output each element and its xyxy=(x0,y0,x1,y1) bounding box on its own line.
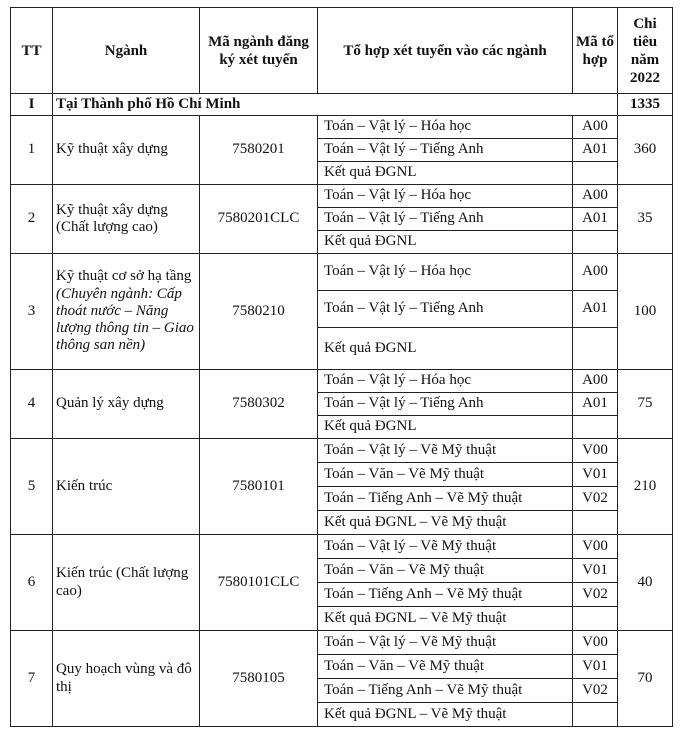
subject-combination: Toán – Tiếng Anh – Vẽ Mỹ thuật xyxy=(318,583,573,607)
program-tt: 2 xyxy=(11,185,53,254)
subject-combination: Kết quả ĐGNL – Vẽ Mỹ thuật xyxy=(318,703,573,727)
program-quota: 40 xyxy=(618,535,673,631)
subject-combination: Toán – Văn – Vẽ Mỹ thuật xyxy=(318,655,573,679)
combination-code: A01 xyxy=(573,208,618,231)
program-name-note: (Chuyên ngành: Cấp thoát nước – Năng lượng thông tin – Giao thông san nền) xyxy=(56,285,194,354)
combination-code: V01 xyxy=(573,559,618,583)
subject-combination: Toán – Vật lý – Vẽ Mỹ thuật xyxy=(318,535,573,559)
header-nganh: Ngành xyxy=(53,8,200,94)
header-ma-to-hop: Mã tổ hợp xyxy=(573,8,618,94)
header-row xyxy=(11,8,673,94)
program-name-cell xyxy=(53,370,200,439)
header-tt: TT xyxy=(11,8,53,94)
program-name-cell xyxy=(53,185,200,254)
subject-combination: Toán – Văn – Vẽ Mỹ thuật xyxy=(318,559,573,583)
program-code: 7580210 xyxy=(200,254,318,370)
table-row xyxy=(11,439,673,463)
combination-code xyxy=(573,607,618,631)
combination-code: V01 xyxy=(573,655,618,679)
program-quota: 360 xyxy=(618,116,673,185)
combination-code: A00 xyxy=(573,254,618,291)
combination-code: V00 xyxy=(573,439,618,463)
combination-code: V02 xyxy=(573,583,618,607)
subject-combination: Toán – Vật lý – Hóa học xyxy=(318,370,573,393)
program-name: Quản lý xây dựng xyxy=(56,395,164,412)
subject-combination: Toán – Tiếng Anh – Vẽ Mỹ thuật xyxy=(318,679,573,703)
subject-combination: Kết quả ĐGNL xyxy=(318,162,573,185)
program-name: Kỹ thuật xây dựng xyxy=(56,141,168,158)
table-row xyxy=(11,631,673,655)
subject-combination: Kết quả ĐGNL xyxy=(318,231,573,254)
program-name-cell xyxy=(53,631,200,727)
combination-code: A00 xyxy=(573,185,618,208)
program-quota: 70 xyxy=(618,631,673,727)
program-code: 7580201CLC xyxy=(200,185,318,254)
program-name: Kỹ thuật xây dựng (Chất lượng cao) xyxy=(56,201,168,235)
table-row xyxy=(11,185,673,208)
program-tt: 5 xyxy=(11,439,53,535)
combination-code: V01 xyxy=(573,463,618,487)
combination-code: V02 xyxy=(573,487,618,511)
subject-combination: Kết quả ĐGNL xyxy=(318,328,573,370)
program-code: 7580101CLC xyxy=(200,535,318,631)
subject-combination: Toán – Vật lý – Vẽ Mỹ thuật xyxy=(318,439,573,463)
table-row xyxy=(11,535,673,559)
subject-combination: Kết quả ĐGNL xyxy=(318,416,573,439)
table-row xyxy=(11,116,673,139)
header-chi-tieu: Chi tiêu năm 2022 xyxy=(618,8,673,94)
subject-combination: Toán – Vật lý – Tiếng Anh xyxy=(318,208,573,231)
program-tt: 1 xyxy=(11,116,53,185)
program-name: Kiến trúc (Chất lượng cao) xyxy=(56,565,189,599)
combination-code: V00 xyxy=(573,631,618,655)
program-quota: 75 xyxy=(618,370,673,439)
subject-combination: Toán – Vật lý – Hóa học xyxy=(318,185,573,208)
subject-combination: Toán – Vật lý – Tiếng Anh xyxy=(318,393,573,416)
table-row xyxy=(11,370,673,393)
header-to-hop: Tổ hợp xét tuyển vào các ngành xyxy=(318,8,573,94)
combination-code: V00 xyxy=(573,535,618,559)
subject-combination: Toán – Văn – Vẽ Mỹ thuật xyxy=(318,463,573,487)
combination-code: A01 xyxy=(573,291,618,328)
program-name: Kiến trúc xyxy=(56,477,113,494)
combination-code xyxy=(573,511,618,535)
section-row xyxy=(11,94,673,116)
program-tt: 4 xyxy=(11,370,53,439)
program-code: 7580105 xyxy=(200,631,318,727)
program-quota: 100 xyxy=(618,254,673,370)
subject-combination: Toán – Vật lý – Hóa học xyxy=(318,116,573,139)
subject-combination: Toán – Vật lý – Hóa học xyxy=(318,254,573,291)
combination-code xyxy=(573,231,618,254)
header-ma-nganh: Mã ngành đăng ký xét tuyển xyxy=(200,8,318,94)
combination-code xyxy=(573,703,618,727)
combination-code: A01 xyxy=(573,393,618,416)
combination-code xyxy=(573,162,618,185)
program-tt: 6 xyxy=(11,535,53,631)
section-tt: I xyxy=(11,94,53,116)
subject-combination: Toán – Tiếng Anh – Vẽ Mỹ thuật xyxy=(318,487,573,511)
admissions-table xyxy=(10,7,673,727)
program-quota: 210 xyxy=(618,439,673,535)
combination-code: A00 xyxy=(573,370,618,393)
subject-combination: Toán – Vật lý – Vẽ Mỹ thuật xyxy=(318,631,573,655)
combination-code xyxy=(573,416,618,439)
subject-combination: Kết quả ĐGNL – Vẽ Mỹ thuật xyxy=(318,511,573,535)
program-code: 7580201 xyxy=(200,116,318,185)
subject-combination: Toán – Vật lý – Tiếng Anh xyxy=(318,291,573,328)
section-total: 1335 xyxy=(618,94,673,116)
table-row xyxy=(11,254,673,291)
program-tt: 7 xyxy=(11,631,53,727)
section-label: Tại Thành phố Hồ Chí Minh xyxy=(53,94,618,116)
program-name-cell xyxy=(53,254,200,370)
program-tt: 3 xyxy=(11,254,53,370)
program-code: 7580101 xyxy=(200,439,318,535)
program-code: 7580302 xyxy=(200,370,318,439)
combination-code: A00 xyxy=(573,116,618,139)
program-name-cell xyxy=(53,116,200,185)
subject-combination: Toán – Vật lý – Tiếng Anh xyxy=(318,139,573,162)
program-name: Kỹ thuật cơ sở hạ tầng xyxy=(56,268,192,285)
program-name: Quy hoạch vùng và đô thị xyxy=(56,661,192,695)
combination-code: A01 xyxy=(573,139,618,162)
program-name-cell xyxy=(53,535,200,631)
program-quota: 35 xyxy=(618,185,673,254)
combination-code: V02 xyxy=(573,679,618,703)
subject-combination: Kết quả ĐGNL – Vẽ Mỹ thuật xyxy=(318,607,573,631)
combination-code xyxy=(573,328,618,370)
program-name-cell xyxy=(53,439,200,535)
